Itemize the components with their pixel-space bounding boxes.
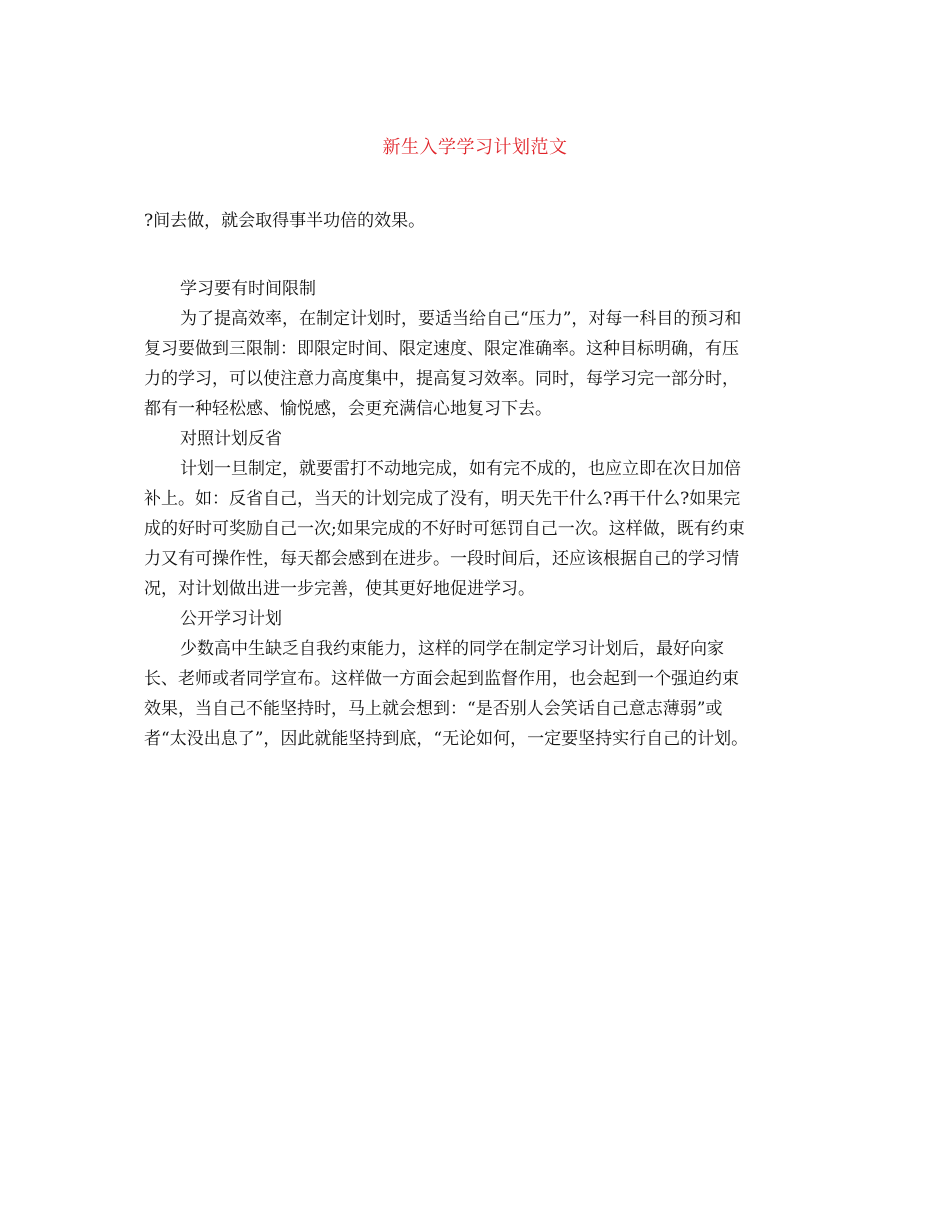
text-line: 成的好时可奖励自己一次;如果完成的不好时可惩罚自己一次。这样做，既有约束: [144, 519, 745, 539]
text-line: 少数高中生缺乏自我约束能力，这样的同学在制定学习计划后，最好向家: [180, 639, 724, 659]
document-title: 新生入学学习计划范文: [382, 137, 568, 158]
text-line: 力又有可操作性，每天都会感到在进步。一段时间后，还应该根据自己的学习情: [144, 549, 739, 569]
text-line: 为了提高效率，在制定计划时，要适当给自己“压力”，对每一科目的预习和: [180, 309, 742, 329]
paragraph-public-plan: [144, 634, 804, 754]
paragraph-continuation: ?间去做，就会取得事半功倍的效果。: [144, 211, 426, 231]
document-body: [144, 206, 804, 754]
text-line: 补上。如：反省自己，当天的计划完成了没有，明天先干什么?再干什么?如果完: [144, 489, 741, 509]
text-line: 复习要做到三限制：即限定时间、限定速度、限定准确率。这种目标明确，有压: [144, 339, 739, 359]
text-line: 效果，当自己不能坚持时，马上就会想到：“是否别人会笑话自己意志薄弱”或: [144, 699, 723, 719]
paragraph-time-limit: [144, 304, 804, 424]
text-line: 都有一种轻松感、愉悦感，会更充满信心地复习下去。: [144, 399, 552, 419]
text-line: 况，对计划做出进一步完善，使其更好地促进学习。: [144, 579, 535, 599]
text-line: 者“太没出息了”，因此就能坚持到底，“无论如何，一定要坚持实行自己的计划。: [144, 729, 749, 749]
section-heading-public-plan: 公开学习计划: [180, 609, 282, 629]
section-heading-time-limit: 学习要有时间限制: [180, 279, 316, 299]
text-line: 力的学习，可以使注意力高度集中，提高复习效率。同时，每学习完一部分时，: [144, 369, 739, 389]
text-line: 计划一旦制定，就要雷打不动地完成，如有完不成的，也应立即在次日加倍: [180, 459, 741, 479]
paragraph-review: [144, 454, 804, 604]
text-line: 长、老师或者同学宣布。这样做一方面会起到监督作用，也会起到一个强迫约束: [144, 669, 739, 689]
section-heading-review: 对照计划反省: [180, 429, 282, 449]
